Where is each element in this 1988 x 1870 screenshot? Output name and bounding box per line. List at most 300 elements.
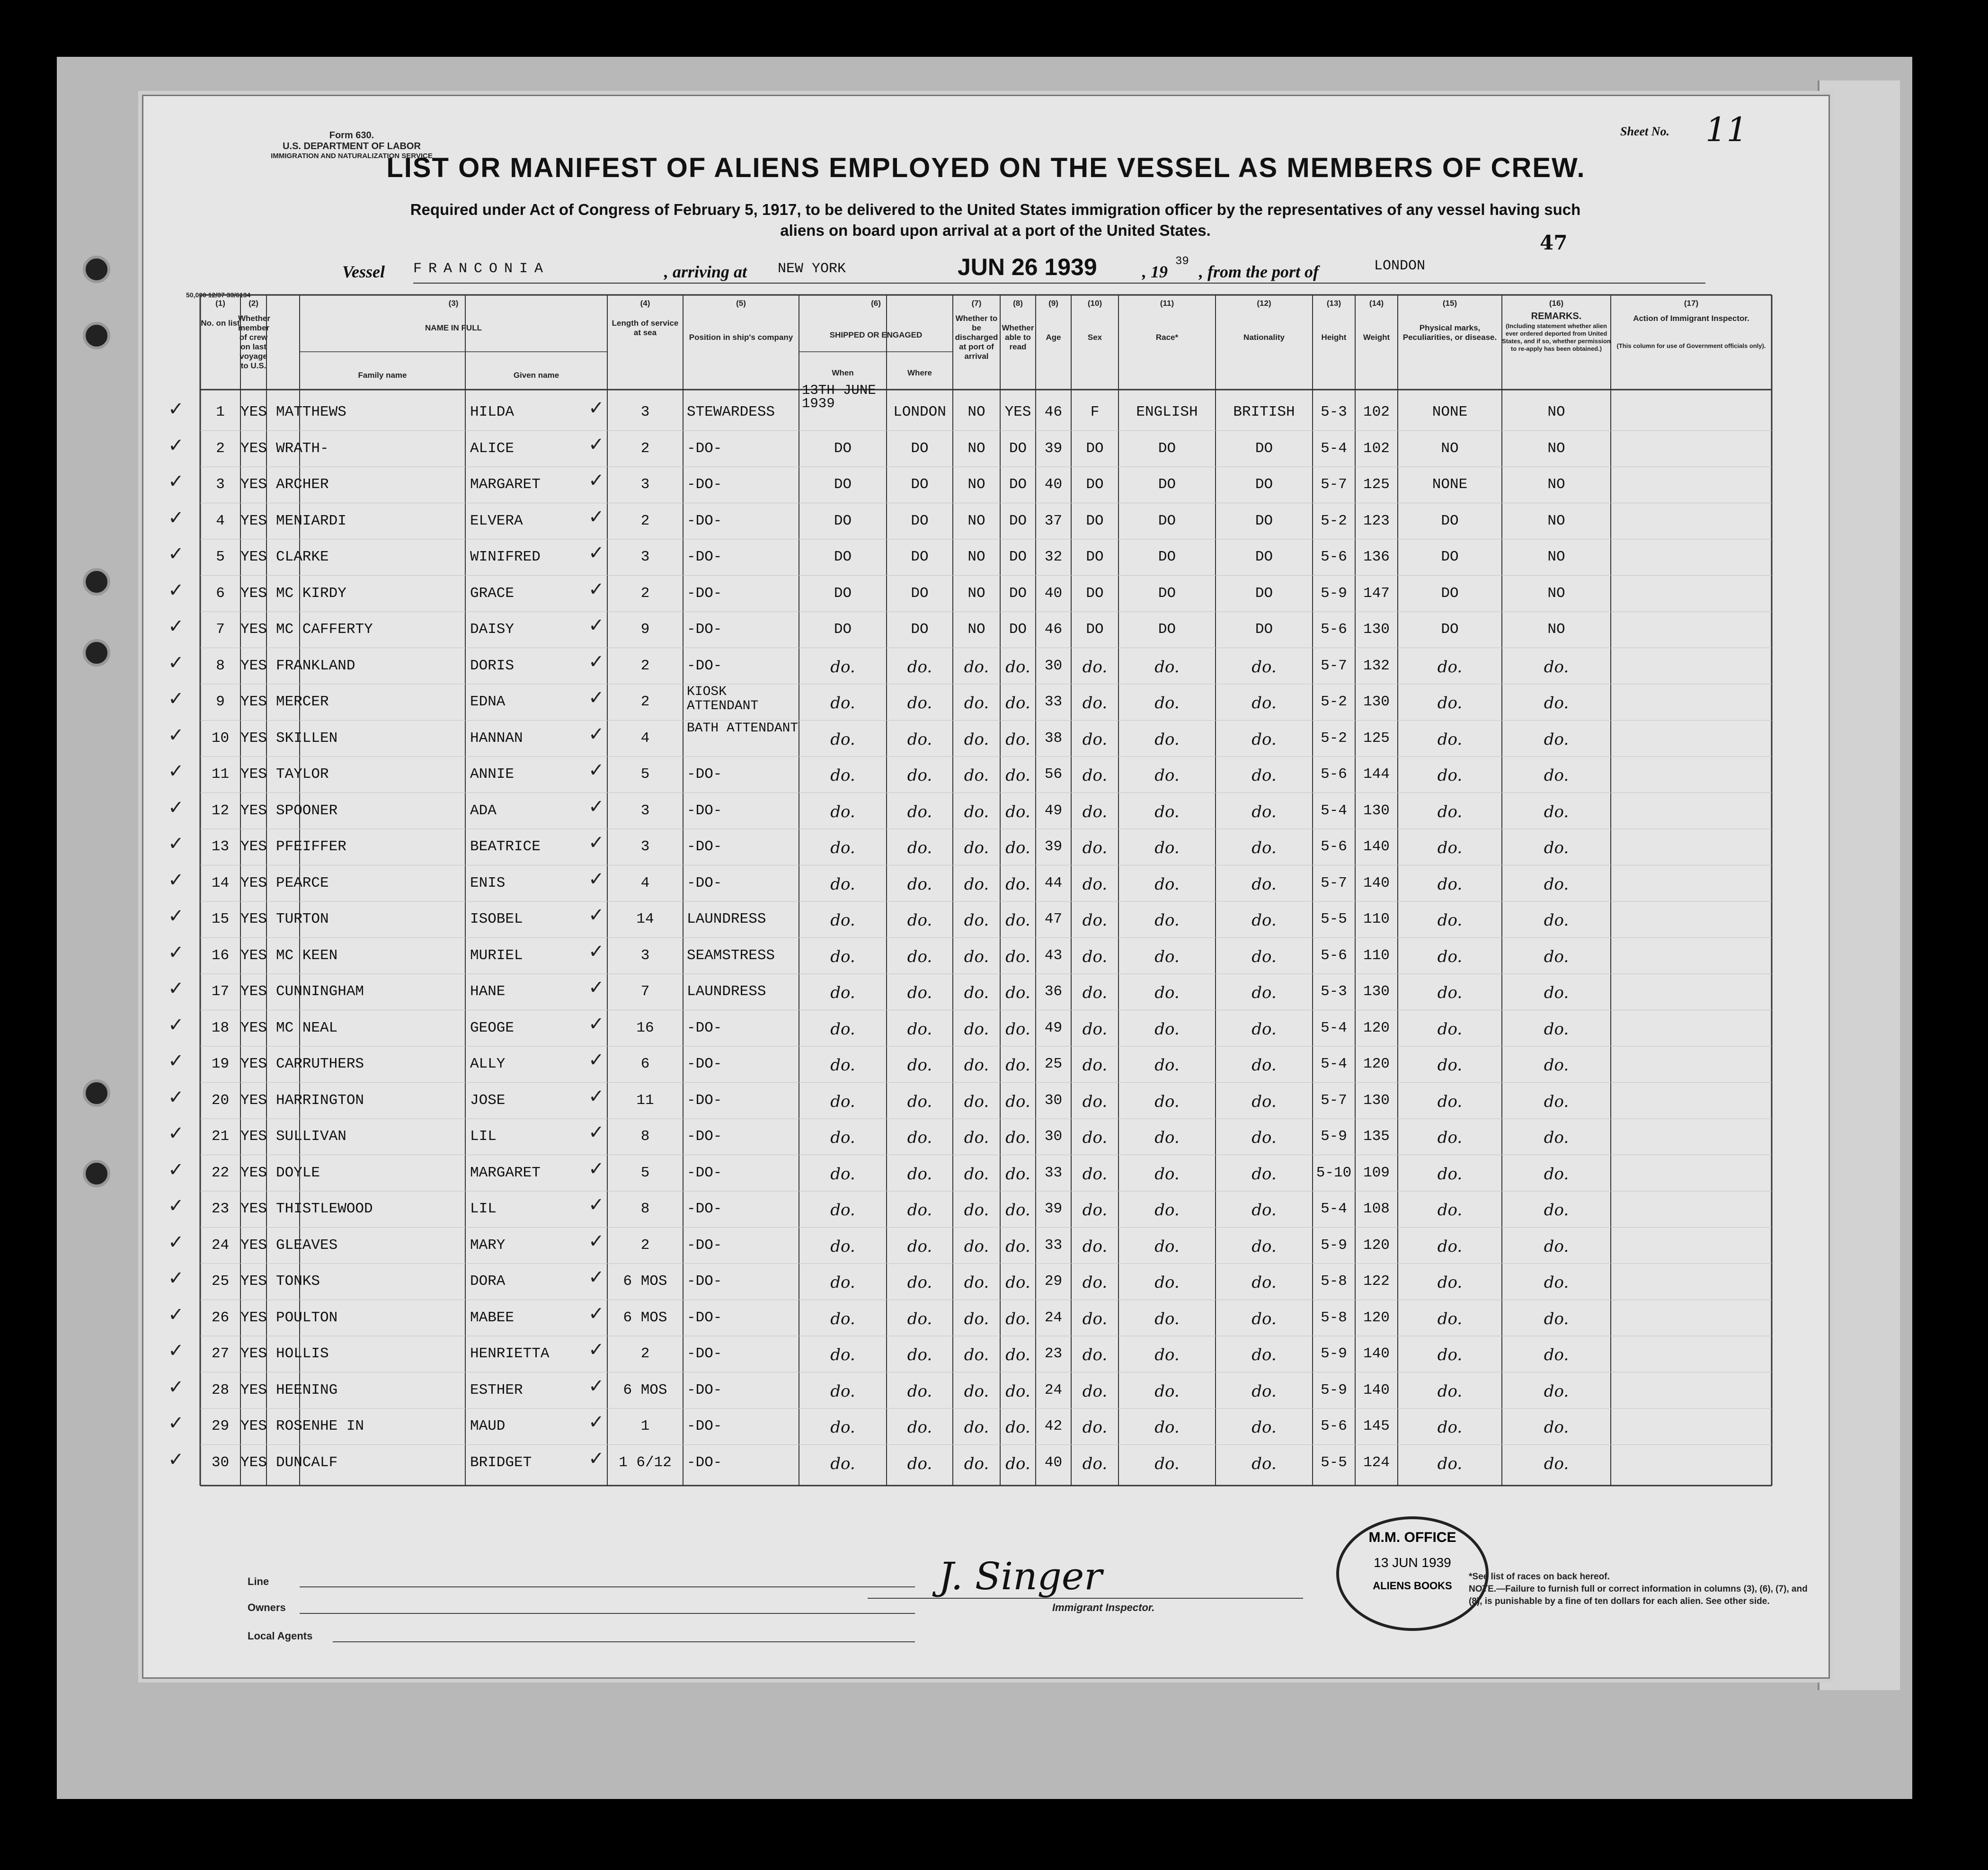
cell-discharge: do. — [964, 1345, 989, 1364]
cell-nationality: do. — [1251, 1381, 1277, 1401]
cell-remarks: do. — [1544, 911, 1569, 930]
cell-no: 16 — [211, 947, 230, 964]
cell-read: do. — [1005, 874, 1030, 894]
cell-height: 5-2 — [1321, 694, 1347, 710]
cell-discharge: NO — [967, 440, 985, 457]
cell-remarks: do. — [1544, 1128, 1569, 1147]
cell-age: 39 — [1044, 838, 1063, 855]
cell-height: 5-6 — [1321, 838, 1347, 855]
cell-marks: do. — [1437, 1237, 1463, 1256]
cell-when: DO — [834, 512, 852, 529]
cell-marks: do. — [1437, 1309, 1463, 1328]
cell-family: CUNNINGHAM — [276, 983, 364, 1000]
cell-height: 5-9 — [1321, 1128, 1347, 1145]
arriving-label: , arriving at — [664, 262, 747, 281]
check-mark-icon: ✓ — [168, 1086, 184, 1108]
column-header: SHIPPED OR ENGAGED — [829, 330, 923, 339]
cell-crew: YES — [240, 404, 267, 420]
cell-race: do. — [1154, 1019, 1180, 1039]
cell-age: 33 — [1044, 1164, 1063, 1181]
cell-where: do. — [907, 911, 932, 930]
cell-marks: do. — [1437, 657, 1463, 677]
cell-no: 19 — [211, 1056, 230, 1072]
check-mark-icon: ✓ — [168, 1340, 184, 1362]
cell-discharge: do. — [964, 1019, 989, 1039]
column-header: (1) — [215, 299, 225, 308]
cell-when: DO — [834, 585, 852, 602]
cell-nationality: DO — [1255, 549, 1273, 565]
cell-remarks: do. — [1544, 694, 1569, 712]
cell-service: 6 MOS — [623, 1381, 667, 1398]
check-mark-icon: ✓ — [588, 542, 604, 564]
check-mark-icon: ✓ — [588, 723, 604, 745]
subtitle-line-1: Required under Act of Congress of February 5, 1917, to be delivered to the United States immigration officer by the representatives of any vessel having such — [410, 201, 1581, 218]
cell-height: 5-6 — [1321, 1418, 1347, 1434]
cell-age: 46 — [1044, 621, 1063, 638]
cell-read: do. — [1005, 1164, 1030, 1184]
cell-discharge: do. — [964, 766, 989, 785]
column-header: (13) — [1326, 299, 1341, 308]
cell-remarks: do. — [1544, 802, 1569, 821]
cell-no: 23 — [211, 1201, 230, 1217]
cell-when: do. — [830, 1237, 855, 1256]
column-header: No. on list — [201, 319, 240, 328]
cell-remarks: NO — [1547, 621, 1565, 638]
cell-weight: 102 — [1363, 404, 1390, 420]
cell-remarks: do. — [1544, 730, 1569, 749]
cell-height: 5-5 — [1321, 911, 1347, 927]
cell-nationality: do. — [1251, 911, 1277, 930]
cell-where: do. — [907, 838, 932, 857]
sheet-label: Sheet No. — [1620, 125, 1669, 138]
check-mark-icon: ✓ — [168, 1195, 184, 1217]
cell-height: 5-4 — [1321, 440, 1347, 457]
cell-read: do. — [1005, 1381, 1030, 1401]
cell-remarks: do. — [1544, 1237, 1569, 1256]
check-mark-icon: ✓ — [168, 1267, 184, 1289]
cell-age: 36 — [1044, 983, 1063, 1000]
page-count: 47 — [1540, 231, 1568, 254]
cell-sex: do. — [1082, 766, 1108, 785]
cell-nationality: DO — [1255, 476, 1273, 493]
cell-service: 3 — [640, 549, 650, 565]
cell-race: do. — [1154, 1273, 1180, 1292]
cell-where: do. — [907, 1201, 932, 1220]
cell-age: 37 — [1044, 512, 1063, 529]
column-header: Whether member of crew on last voyage to U.S. — [238, 314, 270, 370]
cell-where: do. — [907, 874, 932, 894]
cell-given: HILDA — [470, 404, 515, 420]
cell-no: 22 — [211, 1164, 230, 1181]
cell-no: 24 — [211, 1237, 230, 1254]
cell-when: DO — [834, 549, 852, 565]
cell-service: 1 6/12 — [619, 1454, 672, 1471]
cell-given: JOSE — [470, 1092, 506, 1109]
cell-read: do. — [1005, 1019, 1030, 1039]
cell-sex: do. — [1082, 1381, 1108, 1401]
cell-sex: do. — [1082, 1019, 1108, 1039]
cell-sex: DO — [1086, 512, 1104, 529]
cell-age: 29 — [1044, 1273, 1063, 1290]
cell-sex: do. — [1082, 730, 1108, 749]
cell-when: do. — [830, 1273, 855, 1292]
check-mark-icon: ✓ — [588, 1411, 604, 1433]
cell-height: 5-9 — [1321, 1381, 1347, 1398]
check-mark-icon: ✓ — [168, 833, 184, 855]
cell-weight: 140 — [1363, 1381, 1390, 1398]
cell-where: do. — [907, 1019, 932, 1039]
cell-discharge: NO — [967, 404, 985, 420]
check-mark-icon: ✓ — [168, 507, 184, 529]
column-header: (14) — [1369, 299, 1384, 308]
check-mark-icon: ✓ — [168, 615, 184, 637]
cell-weight: 110 — [1363, 947, 1390, 964]
cell-family: CARRUTHERS — [276, 1056, 364, 1072]
cell-weight: 120 — [1363, 1237, 1390, 1254]
check-mark-icon: ✓ — [588, 1085, 604, 1107]
cell-where: do. — [907, 1418, 932, 1437]
cell-weight: 130 — [1363, 802, 1390, 819]
cell-sex: do. — [1082, 947, 1108, 966]
cell-discharge: do. — [964, 983, 989, 1002]
cell-age: 44 — [1044, 874, 1063, 891]
cell-weight: 135 — [1363, 1128, 1390, 1145]
cell-nationality: do. — [1251, 1092, 1277, 1111]
cell-where: do. — [907, 657, 932, 677]
cell-discharge: do. — [964, 1164, 989, 1184]
check-mark-icon: ✓ — [168, 688, 184, 710]
cell-crew: YES — [240, 1454, 267, 1471]
cell-discharge: do. — [964, 694, 989, 712]
cell-given: DORA — [470, 1273, 506, 1290]
check-mark-icon: ✓ — [168, 471, 184, 492]
cell-position: -DO- — [687, 476, 722, 493]
cell-crew: YES — [240, 766, 267, 783]
cell-age: 56 — [1044, 766, 1063, 783]
cell-family: MC KIRDY — [276, 585, 346, 602]
check-mark-icon: ✓ — [588, 977, 604, 998]
cell-given: BEATRICE — [470, 838, 541, 855]
cell-height: 5-4 — [1321, 802, 1347, 819]
cell-crew: YES — [240, 1092, 267, 1109]
cell-discharge: NO — [967, 621, 985, 638]
cell-remarks: do. — [1544, 874, 1569, 894]
cell-remarks: do. — [1544, 947, 1569, 966]
cell-discharge: do. — [964, 1454, 989, 1473]
cell-position: -DO- — [687, 1273, 722, 1290]
cell-family: PEARCE — [276, 874, 329, 891]
cell-crew: YES — [240, 1309, 267, 1326]
cell-age: 33 — [1044, 694, 1063, 710]
cell-race: do. — [1154, 838, 1180, 857]
cell-where: do. — [907, 1273, 932, 1292]
column-header: NAME IN FULL — [425, 323, 482, 332]
cell-weight: 124 — [1363, 1454, 1390, 1471]
cell-where: do. — [907, 1056, 932, 1075]
cell-given: MURIEL — [470, 947, 523, 964]
punch-hole — [83, 1160, 110, 1187]
cell-given: ESTHER — [470, 1381, 523, 1398]
cell-family: PFEIFFER — [276, 838, 346, 855]
cell-family: TAYLOR — [276, 766, 329, 783]
cell-sex: do. — [1082, 838, 1108, 857]
cell-no: 2 — [216, 440, 225, 457]
cell-position: -DO- — [687, 1381, 722, 1398]
cell-family: MATTHEWS — [276, 404, 346, 420]
cell-race: do. — [1154, 874, 1180, 894]
cell-height: 5-3 — [1321, 404, 1347, 420]
cell-no: 27 — [211, 1345, 230, 1362]
cell-nationality: do. — [1251, 1128, 1277, 1147]
cell-nationality: do. — [1251, 838, 1277, 857]
cell-weight: 132 — [1363, 657, 1390, 674]
cell-read: do. — [1005, 1092, 1030, 1111]
form-number: Form 630. — [329, 130, 374, 141]
cell-family: MC CAFFERTY — [276, 621, 373, 638]
cell-height: 5-10 — [1316, 1164, 1352, 1181]
check-mark-icon: ✓ — [168, 1376, 184, 1398]
cell-no: 8 — [216, 657, 225, 674]
cell-position: -DO- — [687, 1418, 722, 1434]
cell-weight: 145 — [1363, 1418, 1390, 1434]
year-value: 39 — [1175, 255, 1189, 268]
check-mark-icon: ✓ — [588, 1266, 604, 1288]
arrival-date-stamp: JUN 26 1939 — [958, 254, 1097, 280]
check-mark-icon: ✓ — [588, 1049, 604, 1071]
cell-marks: do. — [1437, 694, 1463, 712]
cell-remarks: NO — [1547, 404, 1565, 420]
cell-race: do. — [1154, 983, 1180, 1002]
cell-read: do. — [1005, 766, 1030, 785]
cell-race: DO — [1158, 512, 1176, 529]
cell-marks: do. — [1437, 911, 1463, 930]
cell-weight: 140 — [1363, 1345, 1390, 1362]
cell-height: 5-8 — [1321, 1273, 1347, 1290]
cell-given: DORIS — [470, 657, 515, 674]
cell-position: STEWARDESS — [687, 404, 775, 420]
check-mark-icon: ✓ — [168, 869, 184, 891]
cell-crew: YES — [240, 694, 267, 710]
cell-read: do. — [1005, 1309, 1030, 1328]
cell-remarks: do. — [1544, 1309, 1569, 1328]
check-mark-icon: ✓ — [168, 1448, 184, 1470]
check-mark-icon: ✓ — [588, 1158, 604, 1180]
cell-when: DO — [834, 621, 852, 638]
cell-sex: do. — [1082, 694, 1108, 712]
column-header: (4) — [640, 299, 650, 308]
check-mark-icon: ✓ — [588, 433, 604, 455]
cell-crew: YES — [240, 1056, 267, 1072]
races-note: *See list of races on back hereof. — [1469, 1572, 1610, 1582]
cell-where: do. — [907, 1164, 932, 1184]
cell-crew: YES — [240, 911, 267, 927]
cell-sex: do. — [1082, 1201, 1108, 1220]
cell-position: -DO- — [687, 1237, 722, 1254]
cell-marks: do. — [1437, 1019, 1463, 1039]
cell-weight: 140 — [1363, 838, 1390, 855]
cell-family: TONKS — [276, 1273, 320, 1290]
cell-service: 3 — [640, 947, 650, 964]
cell-service: 1 — [640, 1418, 650, 1434]
manifest-title: LIST OR MANIFEST OF ALIENS EMPLOYED ON THE VESSEL AS MEMBERS OF CREW. — [386, 152, 1586, 183]
cell-age: 30 — [1044, 657, 1063, 674]
cell-remarks: do. — [1544, 838, 1569, 857]
cell-age: 33 — [1044, 1237, 1063, 1254]
cell-read: do. — [1005, 730, 1030, 749]
cell-given: HANNAN — [470, 730, 523, 747]
column-header: (12) — [1257, 299, 1271, 308]
check-mark-icon: ✓ — [168, 1412, 184, 1434]
column-header: Where — [907, 368, 932, 377]
cell-where: DO — [911, 512, 929, 529]
cell-discharge: NO — [967, 549, 985, 565]
cell-when: do. — [830, 911, 855, 930]
cell-sex: do. — [1082, 1418, 1108, 1437]
cell-no: 21 — [211, 1128, 230, 1145]
cell-position: -DO- — [687, 874, 722, 891]
cell-given: MABEE — [470, 1309, 515, 1326]
cell-when: do. — [830, 1201, 855, 1220]
cell-no: 29 — [211, 1418, 230, 1434]
column-header: (8) — [1013, 299, 1023, 308]
inspector-label: Immigrant Inspector. — [1052, 1602, 1155, 1613]
cell-when: do. — [830, 1092, 855, 1111]
cell-read: do. — [1005, 1201, 1030, 1220]
cell-remarks: NO — [1547, 585, 1565, 602]
cell-marks: DO — [1441, 512, 1459, 529]
cell-nationality: DO — [1255, 621, 1273, 638]
check-mark-icon: ✓ — [588, 759, 604, 781]
cell-race: do. — [1154, 1128, 1180, 1147]
cell-no: 7 — [216, 621, 225, 638]
cell-position: BATH ATTENDANT — [687, 721, 799, 736]
cell-nationality: do. — [1251, 1056, 1277, 1075]
cell-race: do. — [1154, 694, 1180, 712]
cell-weight: 130 — [1363, 1092, 1390, 1109]
cell-service: 2 — [640, 512, 650, 529]
cell-crew: YES — [240, 838, 267, 855]
cell-race: DO — [1158, 440, 1176, 457]
cell-given: ENIS — [470, 874, 506, 891]
cell-no: 25 — [211, 1273, 230, 1290]
cell-given: MARGARET — [470, 476, 541, 493]
cell-sex: do. — [1082, 1309, 1108, 1328]
column-header: Whether able to read — [1002, 323, 1034, 351]
cell-height: 5-9 — [1321, 1237, 1347, 1254]
cell-nationality: do. — [1251, 694, 1277, 712]
cell-remarks: NO — [1547, 549, 1565, 565]
cell-discharge: NO — [967, 585, 985, 602]
cell-read: DO — [1009, 585, 1027, 602]
cell-discharge: do. — [964, 657, 989, 677]
cell-weight: 147 — [1363, 585, 1390, 602]
check-mark-icon: ✓ — [168, 1158, 184, 1181]
cell-height: 5-9 — [1321, 585, 1347, 602]
cell-read: DO — [1009, 440, 1027, 457]
cell-nationality: DO — [1255, 440, 1273, 457]
check-mark-icon: ✓ — [168, 760, 184, 782]
cell-marks: do. — [1437, 1128, 1463, 1147]
cell-age: 49 — [1044, 1019, 1063, 1036]
cell-discharge: do. — [964, 838, 989, 857]
cell-discharge: do. — [964, 1092, 989, 1111]
stamp-date: 13 JUN 1939 — [1374, 1555, 1451, 1570]
cell-crew: YES — [240, 802, 267, 819]
cell-where: do. — [907, 766, 932, 785]
cell-remarks: do. — [1544, 1381, 1569, 1401]
column-header: Action of Immigrant Inspector. — [1633, 314, 1749, 323]
cell-marks: do. — [1437, 1345, 1463, 1364]
cell-when: do. — [830, 1454, 855, 1473]
line-label: Line — [248, 1576, 269, 1587]
column-header: (11) — [1160, 299, 1174, 308]
cell-nationality: do. — [1251, 766, 1277, 785]
cell-position: -DO- — [687, 1345, 722, 1362]
cell-height: 5-5 — [1321, 1454, 1347, 1471]
cell-position: KIOSK ATTENDANT — [687, 685, 759, 713]
cell-family: MC NEAL — [276, 1019, 338, 1036]
cell-sex: do. — [1082, 657, 1108, 677]
cell-age: 40 — [1044, 476, 1063, 493]
column-header: (10) — [1087, 299, 1102, 308]
cell-height: 5-4 — [1321, 1056, 1347, 1072]
cell-no: 30 — [211, 1454, 230, 1471]
cell-remarks: NO — [1547, 440, 1565, 457]
column-header: Weight — [1363, 333, 1390, 342]
cell-sex: do. — [1082, 1164, 1108, 1184]
cell-when: DO — [834, 440, 852, 457]
cell-position: -DO- — [687, 1092, 722, 1109]
cell-marks: do. — [1437, 1201, 1463, 1220]
cell-service: 2 — [640, 585, 650, 602]
cell-position: -DO- — [687, 766, 722, 783]
check-mark-icon: ✓ — [588, 868, 604, 890]
check-mark-icon: ✓ — [168, 398, 184, 420]
check-mark-icon: ✓ — [588, 1194, 604, 1216]
vessel-label: Vessel — [342, 262, 385, 281]
cell-marks: do. — [1437, 730, 1463, 749]
vessel-name: FRANCONIA — [413, 261, 550, 277]
cell-service: 2 — [640, 1345, 650, 1362]
cell-height: 5-2 — [1321, 730, 1347, 747]
footer-notes — [1365, 1571, 1819, 1608]
cell-age: 46 — [1044, 404, 1063, 420]
cell-when: do. — [830, 1418, 855, 1437]
cell-crew: YES — [240, 549, 267, 565]
cell-given: ISOBEL — [470, 911, 523, 927]
cell-no: 5 — [216, 549, 225, 565]
cell-sex: DO — [1086, 549, 1104, 565]
check-mark-icon: ✓ — [588, 578, 604, 600]
cell-nationality: do. — [1251, 1273, 1277, 1292]
cell-service: 3 — [640, 802, 650, 819]
cell-remarks: NO — [1547, 476, 1565, 493]
cell-crew: YES — [240, 476, 267, 493]
check-mark-icon: ✓ — [168, 796, 184, 819]
stamp-office: M.M. OFFICE — [1368, 1530, 1456, 1545]
check-mark-icon: ✓ — [588, 1447, 604, 1469]
cell-crew: YES — [240, 730, 267, 747]
cell-race: do. — [1154, 1345, 1180, 1364]
cell-position: -DO- — [687, 802, 722, 819]
cell-service: 8 — [640, 1128, 650, 1145]
background-sheet-edge — [1818, 80, 1900, 1690]
column-header: REMARKS. — [1531, 311, 1582, 321]
cell-service: 6 MOS — [623, 1309, 667, 1326]
cell-read: DO — [1009, 621, 1027, 638]
cell-given: ALLY — [470, 1056, 506, 1072]
cell-position: -DO- — [687, 549, 722, 565]
